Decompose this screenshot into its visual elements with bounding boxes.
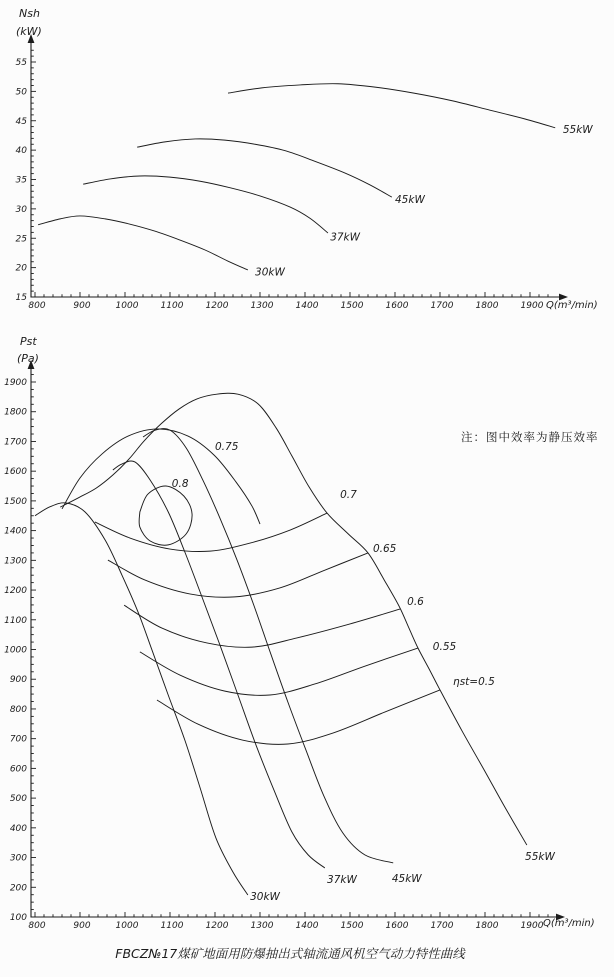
y-tick-label: 20 <box>15 263 27 274</box>
curve-45kW <box>137 139 392 197</box>
y-tick-label: 25 <box>15 234 27 245</box>
curve-label-37kW: 37kW <box>330 231 361 244</box>
x-tick-label: 1300 <box>250 921 274 931</box>
curve-label-30kW: 30kW <box>250 891 280 904</box>
x-tick-label: 800 <box>28 301 46 311</box>
top-chart-x-axis-label: Q(m³/min) <box>546 300 598 311</box>
contour-0.5 <box>157 690 440 744</box>
x-tick-label: 1400 <box>295 921 319 931</box>
y-axis-ticks <box>31 375 36 917</box>
x-tick-label: 1700 <box>430 301 454 311</box>
contour-0.65 <box>108 553 368 597</box>
x-axis-ticks <box>35 912 548 917</box>
y-tick-label: 40 <box>15 146 27 157</box>
y-tick-label: 900 <box>9 675 27 686</box>
x-tick-label: 1100 <box>160 301 184 311</box>
curve-label-55kW: 55kW <box>525 850 555 863</box>
y-tick-label: 35 <box>15 175 27 186</box>
curve-37kW <box>113 461 325 868</box>
pressure-chart <box>4 360 565 931</box>
curve-37kW <box>83 176 328 233</box>
y-tick-label: 1800 <box>4 407 27 418</box>
y-tick-label: 45 <box>15 116 27 127</box>
contour-0.7 <box>95 513 327 551</box>
figure-caption: FBCZ№17煤矿地面用防爆抽出式轴流通风机空气动力特性曲线 <box>115 946 465 961</box>
bottom-chart-y-axis-unit: (Pa) <box>17 352 39 365</box>
y-tick-label: 200 <box>9 883 27 894</box>
x-tick-label: 900 <box>73 301 91 311</box>
x-tick-label: 1400 <box>295 301 319 311</box>
curve-55kW <box>228 84 555 128</box>
curve-30kW <box>35 503 248 895</box>
x-tick-label: 800 <box>28 921 46 931</box>
y-tick-labels <box>4 378 27 923</box>
y-tick-label: 1500 <box>4 496 27 507</box>
bottom-chart-x-axis-label: Q(m³/min) <box>543 918 595 929</box>
y-tick-label: 1600 <box>4 467 27 478</box>
curve-label-55kW: 55kW <box>562 124 593 137</box>
y-tick-label: 30 <box>15 204 27 215</box>
contour-label-0.55: 0.55 <box>432 641 457 654</box>
x-tick-label: 900 <box>73 921 91 931</box>
x-tick-label: 1800 <box>475 921 499 931</box>
curve-label-45kW: 45kW <box>395 194 425 206</box>
x-tick-label: 1600 <box>385 921 409 931</box>
x-tick-labels <box>28 921 543 931</box>
bottom-chart-y-axis-label: Pst <box>20 335 37 348</box>
contour-0.55 <box>140 648 418 695</box>
x-axis-ticks <box>35 292 548 297</box>
contour-label-0.65: 0.65 <box>372 543 397 556</box>
y-tick-label: 50 <box>15 87 27 98</box>
y-tick-label: 1300 <box>4 556 27 567</box>
y-tick-labels <box>16 58 28 303</box>
y-tick-label: 700 <box>9 734 27 745</box>
contour-label-0.7: 0.7 <box>340 488 357 501</box>
x-tick-label: 1700 <box>430 921 454 931</box>
x-tick-label: 1900 <box>520 301 544 311</box>
x-tick-label: 1800 <box>475 301 499 311</box>
x-tick-label: 1500 <box>340 301 364 311</box>
y-tick-label: 1400 <box>4 526 27 537</box>
efficiency-note: 注：图中效率为静压效率 <box>461 430 599 444</box>
y-axis-ticks <box>31 50 36 297</box>
contour-label-0.75: 0.75 <box>215 441 239 454</box>
y-tick-label: 15 <box>15 293 27 303</box>
curve-label-37kW: 37kW <box>327 874 357 887</box>
power-chart <box>16 34 594 311</box>
y-tick-label: 600 <box>9 764 27 775</box>
x-tick-label: 1200 <box>205 921 229 931</box>
x-tick-label: 1300 <box>250 301 274 311</box>
y-tick-label: 1900 <box>4 378 27 389</box>
contour-0.8 <box>139 486 192 545</box>
y-tick-label: 55 <box>15 58 27 68</box>
axis-lines <box>31 42 559 297</box>
x-tick-label: 1500 <box>340 921 364 931</box>
top-chart-y-axis-unit: (kW) <box>16 25 42 38</box>
y-tick-label: 1100 <box>4 615 27 626</box>
curve-label-30kW: 30kW <box>255 266 285 279</box>
y-tick-label: 100 <box>9 913 27 923</box>
contour-0.6 <box>124 605 400 647</box>
y-tick-label: 1700 <box>4 437 27 448</box>
contour-label-0.6: 0.6 <box>407 595 424 608</box>
y-tick-label: 300 <box>9 853 27 864</box>
y-tick-label: 500 <box>9 794 27 805</box>
y-tick-label: 400 <box>9 823 27 834</box>
curve-label-45kW: 45kW <box>391 872 422 885</box>
top-chart-y-axis-label: Nsh <box>19 7 40 20</box>
y-tick-label: 1000 <box>4 645 27 656</box>
contour-label-0.8: 0.8 <box>171 478 189 491</box>
contour-label-0.5: ηst=0.5 <box>453 676 495 689</box>
x-tick-label: 1000 <box>115 921 139 931</box>
x-tick-label: 1000 <box>115 301 139 311</box>
x-tick-label: 1100 <box>160 921 184 931</box>
x-tick-label: 1200 <box>205 301 229 311</box>
curve-30kW <box>38 216 248 270</box>
y-tick-label: 800 <box>9 704 27 715</box>
x-tick-label: 1600 <box>385 301 409 311</box>
y-tick-label: 1200 <box>4 586 27 597</box>
x-tick-label: 1900 <box>520 921 544 931</box>
x-tick-labels <box>28 301 543 311</box>
